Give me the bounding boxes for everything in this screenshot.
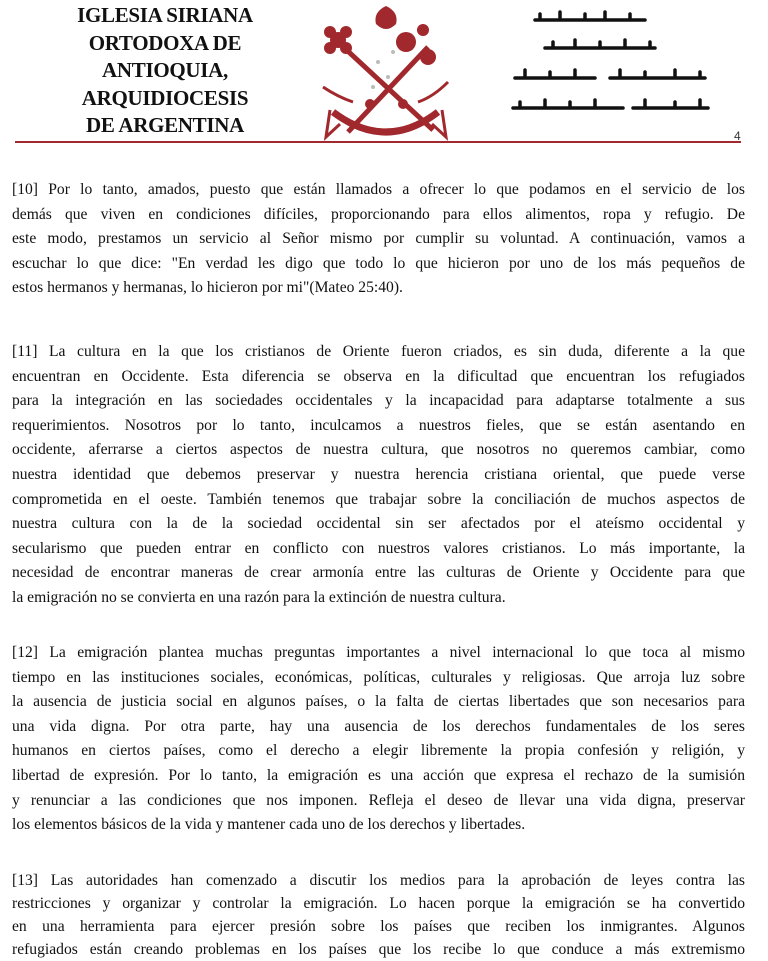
- text-line: [11] La cultura en la que los cristianos de Oriente fueron criados, es sin duda, diferente a la que: [12, 343, 745, 360]
- text-line: refugiados están creando problemas en los países que los recibe lo que conduce a más extremismo: [12, 941, 745, 958]
- heading-line: IGLESIA SIRIANA: [77, 3, 253, 27]
- paragraph-10: [12, 178, 745, 301]
- paragraph-11: [12, 340, 745, 611]
- text-line: tiempo en las instituciones sociales, económicas, políticas, culturales y religiosas. Que arroja luz sobre: [12, 668, 745, 686]
- heading-line: ANTIOQUIA,: [102, 58, 228, 82]
- church-emblem-logo: [318, 2, 454, 142]
- church-name-heading: [40, 2, 290, 140]
- page-number: 4: [734, 129, 741, 143]
- text-line: requerimientos. Nosotros por lo tanto, inculcamos a nuestros fieles, que se están asentando en: [12, 416, 745, 434]
- text-line: [12] La emigración plantea muchas preguntas importantes a nivel internacional lo que toca al mismo: [12, 644, 745, 661]
- paragraph-13: [12, 869, 745, 961]
- syriac-script-title: [505, 8, 715, 138]
- text-line: libertad de expresión. Por lo tanto, la emigración es una acción que expresa el rechazo de la sumisión: [12, 766, 745, 784]
- heading-line: ARQUIDIOCESIS: [81, 85, 249, 110]
- text-line: humanos en ciertos países, como el derecho a elegir libremente la propia confesión y religión, y: [12, 742, 745, 760]
- text-line: demás que viven en condiciones difíciles, proporcionando para ellos alimentos, ropa y refugio. De: [12, 205, 745, 223]
- text-line: occidente, aferrarse a ciertos aspectos de nuestra cultura, que nosotros no queremos cambiar, como: [12, 441, 745, 459]
- text-line: nuestra identidad que debemos preservar y nuestra herencia cristiana oriental, que puede verse: [12, 465, 745, 483]
- text-line: en una herramienta para ejercer presión sobre los países que reciben los inmigrantes. Algunos: [12, 918, 745, 935]
- header-divider: [15, 141, 741, 143]
- text-line: una vida digna. Por otra parte, hay una ausencia de los derechos fundamentales de los seres: [12, 717, 745, 735]
- text-line: para la integración en las sociedades occidentales y la incapacidad para adaptarse totalmente a sus: [12, 392, 745, 410]
- text-line: escuchar lo que dice: "En verdad les digo que todo lo que hicieron por uno de los más pequeños de: [12, 254, 745, 272]
- text-line: la emigración no se convierta en una razón para la extinción de nuestra cultura.: [12, 588, 506, 606]
- text-line: nuestra cultura con la de la sociedad occidental sin ser afectados por el ateísmo occidental y: [12, 515, 745, 533]
- text-line: secularismo que pueden entrar en conflicto con nuestros valores cristianos. Lo más importante, la: [12, 539, 745, 557]
- text-line: comprometida en el oeste. También tenemos que trabajar sobre la conciliación de muchos aspectos de: [12, 490, 745, 508]
- paragraph-12: [12, 641, 745, 838]
- heading-line: ORTODOXA DE: [88, 30, 242, 55]
- text-line: y renunciar a las condiciones que nos imponen. Refleja el deseo de llevar una vida digna, preservar: [12, 791, 745, 809]
- heading-line: DE ARGENTINA: [85, 113, 244, 137]
- text-line: este modo, prestamos un servicio al Señor mismo por cumplir su voluntad. A continuación, vamos a: [12, 230, 745, 248]
- text-line: encuentran en Occidente. Esta diferencia se observa en la dificultad que encuentran los refugiados: [12, 367, 745, 385]
- text-line: necesidad de encontrar maneras de crear armonía entre las culturas de Oriente y Occidente para que: [12, 564, 745, 582]
- text-line: [10] Por lo tanto, amados, puesto que están llamados a ofrecer lo que podamos en el servicio de los: [12, 181, 745, 198]
- text-line: la ausencia de justicia social en algunos países, o la falta de ciertas libertades que son necesarios para: [12, 693, 745, 711]
- text-line: los elementos básicos de la vida y mantener cada uno de los derechos y libertades.: [12, 816, 526, 834]
- text-line: [13] Las autoridades han comenzado a discutir los medios para la aprobación de leyes contra las: [12, 872, 745, 889]
- text-line: restricciones y organizar y controlar la emigración. Lo hacen porque la emigración se ha convertido: [12, 895, 745, 912]
- text-line: estos hermanos y hermanas, lo hicieron por mi"(Mateo 25:40).: [12, 279, 403, 297]
